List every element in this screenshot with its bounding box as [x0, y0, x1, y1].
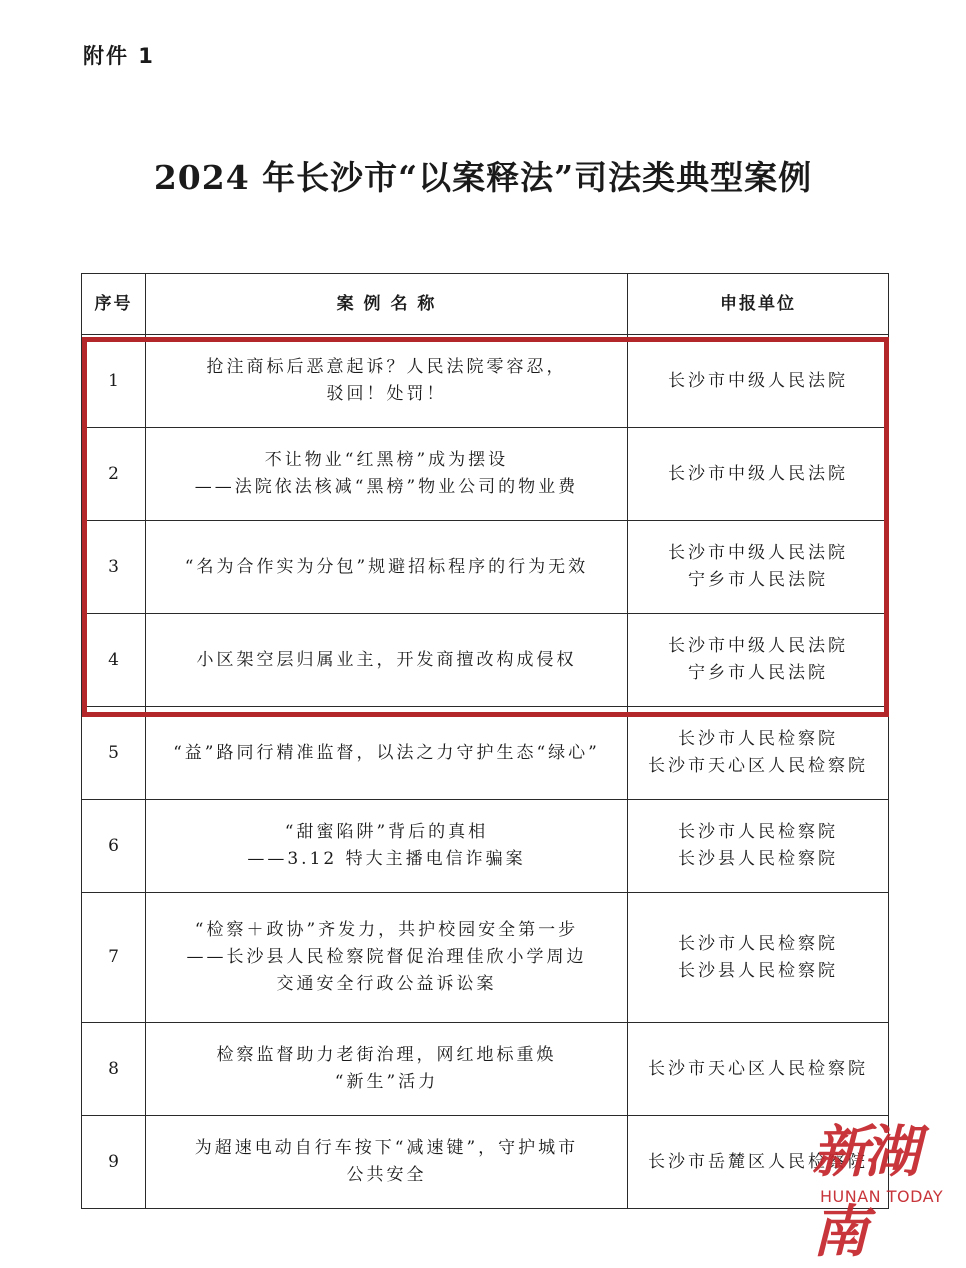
reporting-unit	[628, 800, 889, 893]
unit-line: 宁乡市人民法院	[688, 570, 828, 590]
unit-line: 长沙市岳麓区人民检察院	[648, 1151, 868, 1172]
row-number: 1	[82, 335, 146, 428]
table-header-row	[82, 274, 889, 335]
document-title: 2024 年长沙市“以案释法”司法类典型案例	[153, 158, 813, 197]
table-row	[82, 800, 889, 893]
header-unit: 申报单位	[628, 274, 889, 335]
case-name-line: 公共安全	[346, 1165, 427, 1185]
case-name-line: ——3.12 特大主播电信诈骗案	[247, 849, 526, 869]
case-name	[146, 800, 628, 893]
case-name	[146, 335, 628, 428]
row-number: 8	[82, 1023, 146, 1116]
cases-table	[81, 273, 889, 1209]
reporting-unit	[628, 893, 889, 1023]
row-number: 5	[82, 707, 146, 800]
unit-line: 长沙市人民检察院	[678, 933, 838, 954]
watermark-logo: 新湖南	[812, 1119, 916, 1265]
row-number: 2	[82, 428, 146, 521]
unit-line: 长沙市天心区人民检察院	[648, 756, 868, 776]
table-row	[82, 614, 889, 707]
case-name-line: “检察＋政协”齐发力，共护校园安全第一步	[194, 920, 579, 940]
reporting-unit	[628, 1023, 889, 1116]
header-number: 序号	[82, 274, 146, 335]
table-row	[82, 1023, 889, 1116]
table-row	[82, 335, 889, 428]
case-name	[146, 614, 628, 707]
case-name	[146, 428, 628, 521]
table-row	[82, 521, 889, 614]
row-number: 9	[82, 1116, 146, 1209]
table-row	[82, 893, 889, 1023]
case-name	[146, 707, 628, 800]
case-name	[146, 521, 628, 614]
case-name	[146, 1023, 628, 1116]
case-name-line: 小区架空层归属业主，开发商擅改构成侵权	[196, 649, 577, 670]
case-name	[146, 893, 628, 1023]
case-name-line: 为超速电动自行车按下“减速键”，守护城市	[194, 1138, 579, 1158]
reporting-unit	[628, 428, 889, 521]
unit-line: 长沙县人民检察院	[678, 849, 838, 869]
attachment-label: 附件 1	[83, 44, 155, 68]
unit-line: 长沙市中级人民法院	[668, 636, 848, 656]
case-name-line: 检察监督助力老街治理，网红地标重焕	[216, 1045, 557, 1065]
case-name-line: ——长沙县人民检察院督促治理佳欣小学周边	[186, 947, 587, 967]
case-name	[146, 1116, 628, 1209]
table-row	[82, 707, 889, 800]
unit-line: 宁乡市人民法院	[688, 663, 828, 683]
unit-line: 长沙市中级人民法院	[668, 543, 848, 563]
reporting-unit	[628, 521, 889, 614]
reporting-unit	[628, 614, 889, 707]
case-name-line: 交通安全行政公益诉讼案	[276, 974, 497, 994]
case-name-line: “甜蜜陷阱”背后的真相	[284, 822, 489, 842]
reporting-unit	[628, 707, 889, 800]
watermark-text: HUNAN TODAY	[820, 1187, 944, 1206]
case-name-line: 抢注商标后恶意起诉？人民法院零容忍，	[206, 357, 567, 377]
row-number: 6	[82, 800, 146, 893]
unit-line: 长沙市中级人民法院	[668, 370, 848, 391]
case-name-line: “益”路同行精准监督，以法之力守护生态“绿心”	[173, 742, 600, 763]
row-number: 7	[82, 893, 146, 1023]
unit-line: 长沙市人民检察院	[678, 822, 838, 842]
case-name-line: “新生”活力	[334, 1072, 439, 1092]
unit-line: 长沙市人民检察院	[678, 729, 838, 749]
unit-line: 长沙市中级人民法院	[668, 463, 848, 484]
row-number: 3	[82, 521, 146, 614]
header-case-name: 案 例 名 称	[146, 274, 628, 335]
row-number: 4	[82, 614, 146, 707]
table-row	[82, 1116, 889, 1209]
unit-line: 长沙市天心区人民检察院	[648, 1058, 868, 1079]
case-name-line: 不让物业“红黑榜”成为摆设	[264, 450, 509, 470]
case-name-line: “名为合作实为分包”规避招标程序的行为无效	[184, 556, 589, 577]
unit-line: 长沙县人民检察院	[678, 960, 838, 981]
reporting-unit	[628, 335, 889, 428]
table-row	[82, 428, 889, 521]
case-name-line: ——法院依法核减“黑榜”物业公司的物业费	[194, 477, 579, 497]
case-name-line: 驳回！处罚！	[326, 384, 447, 404]
